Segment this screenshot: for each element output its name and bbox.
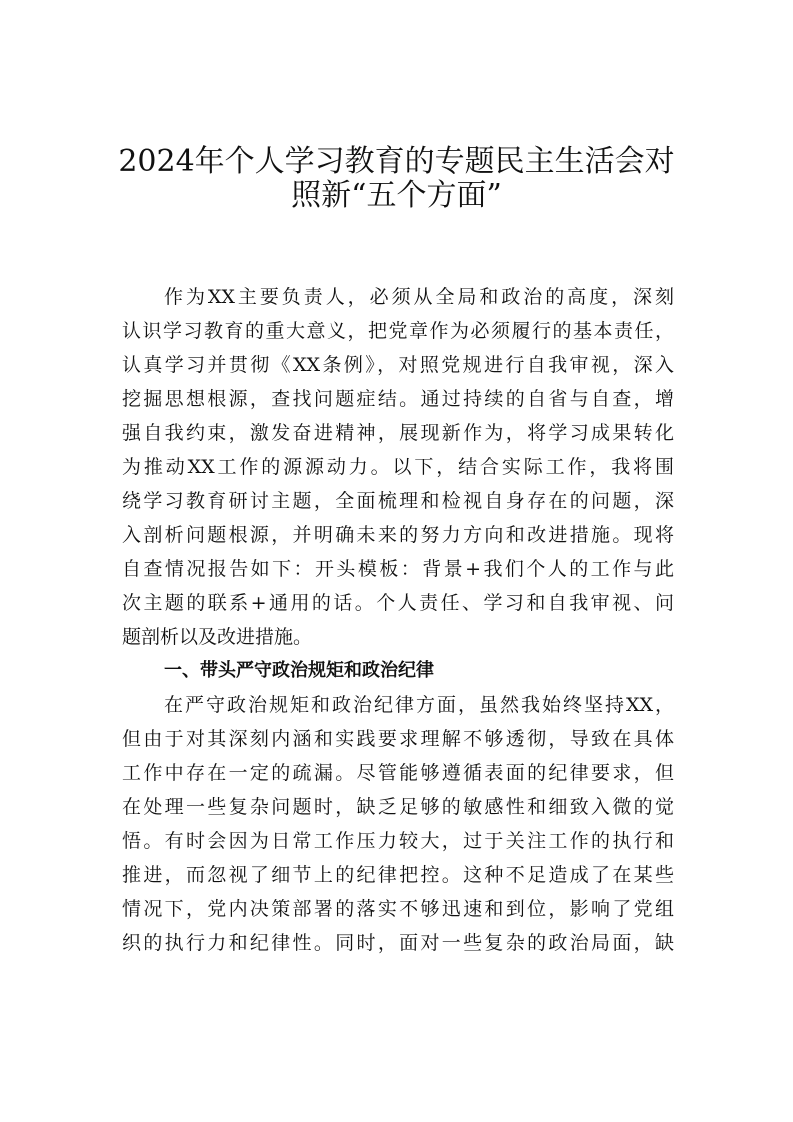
paragraph-line: 挖掘思想根源，查找问题症结。通过持续的自省与自查，增 [122, 388, 674, 410]
paragraph-line: 工作中存在一定的疏漏。尽管能够遵循表面的纪律要求，但 [122, 762, 674, 784]
paragraph-line: 题剖析以及改进措施。 [122, 626, 313, 648]
document-title-line-2: 照新“五个方面” [291, 178, 502, 213]
paragraph-line: 认真学习并贯彻《XX条例》，对照党规进行自我审视，深入 [122, 354, 674, 376]
paragraph-line: 入剖析问题根源，并明确未来的努力方向和改进措施。现将 [122, 524, 674, 546]
paragraph-line: 绕学习教育研讨主题，全面梳理和检视自身存在的问题，深 [122, 490, 674, 512]
paragraph-line: 在严守政治规矩和政治纪律方面，虽然我始终坚持XX， [164, 694, 674, 716]
paragraph-line: 情况下，党内决策部署的落实不够迅速和到位，影响了党组 [122, 898, 674, 920]
paragraph-line: 推进，而忽视了细节上的纪律把控。这种不足造成了在某些 [122, 864, 674, 886]
paragraph-line: 强自我约束，激发奋进精神，展现新作为，将学习成果转化 [122, 422, 674, 444]
paragraph-line: 为推动XX工作的源源动力。以下，结合实际工作，我将围 [122, 456, 674, 478]
paragraph-line: 作为XX主要负责人，必须从全局和政治的高度，深刻 [164, 286, 674, 308]
paragraph-line: 自查情况报告如下：开头模板：背景+我们个人的工作与此 [122, 558, 674, 580]
paragraph-line: 悟。有时会因为日常工作压力较大，过于关注工作的执行和 [122, 830, 674, 852]
document-title-line-1: 2024年个人学习教育的专题民主生活会对 [118, 144, 675, 179]
paragraph-line: 认识学习教育的重大意义，把党章作为必须履行的基本责任， [122, 320, 674, 342]
section-heading: 一、带头严守政治规矩和政治纪律 [164, 660, 434, 681]
paragraph-line: 在处理一些复杂问题时，缺乏足够的敏感性和细致入微的觉 [122, 796, 674, 818]
paragraph-line: 但由于对其深刻内涵和实践要求理解不够透彻，导致在具体 [122, 728, 674, 750]
paragraph-line: 织的执行力和纪律性。同时，面对一些复杂的政治局面，缺 [122, 932, 674, 954]
paragraph-line: 次主题的联系+通用的话。个人责任、学习和自我审视、问 [122, 592, 674, 614]
